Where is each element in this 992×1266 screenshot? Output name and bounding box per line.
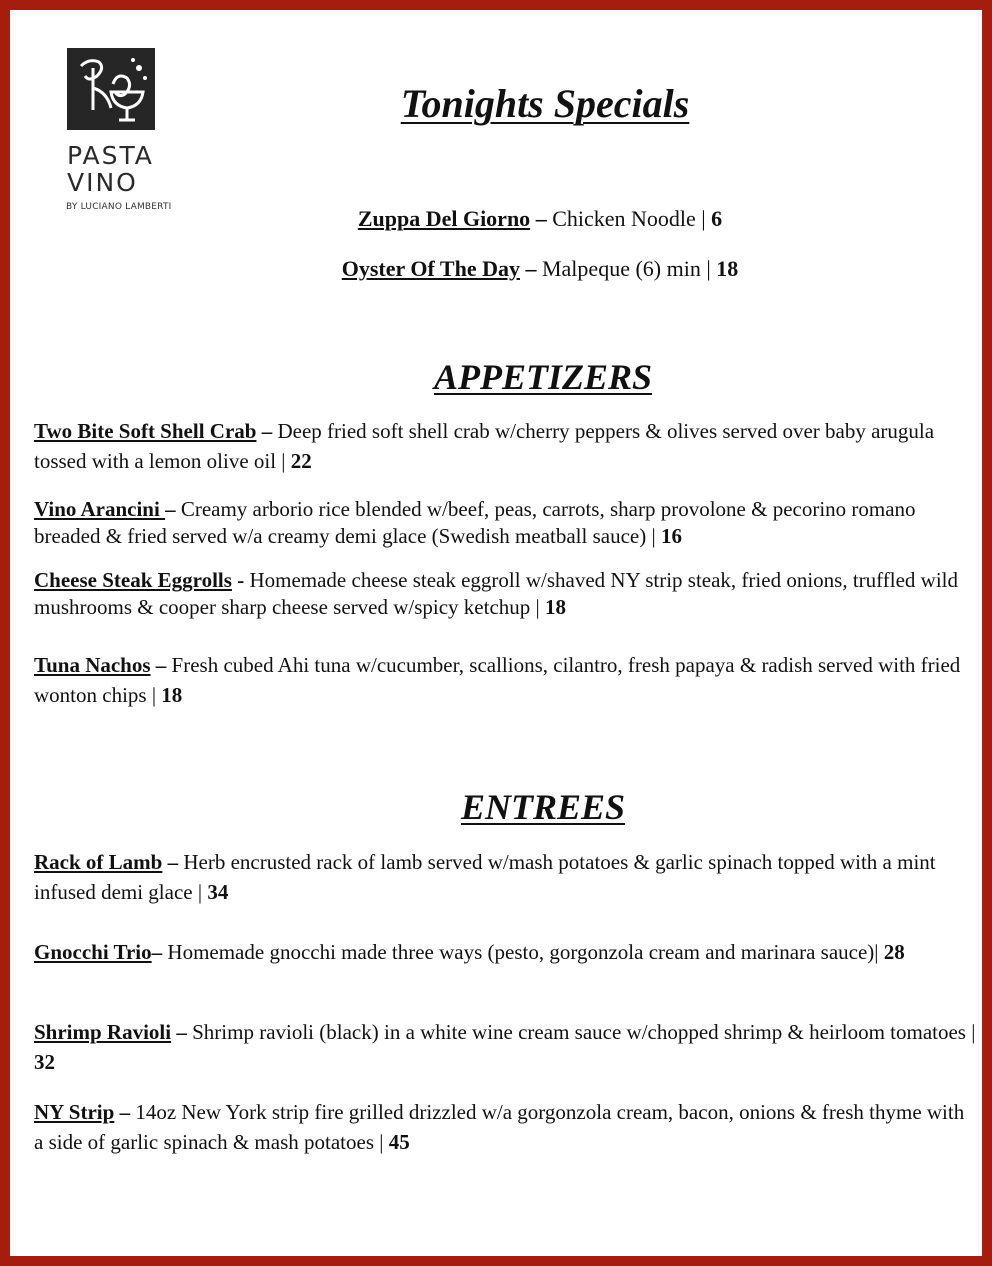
item-price: 45 [388,1130,410,1154]
entrees-heading: ENTREES [460,787,626,827]
special-name: Oyster Of The Day [341,256,520,281]
item-separator: – [167,850,179,874]
special-separator: – [535,206,547,231]
item-name: Tuna Nachos [34,653,151,677]
item-description: Shrimp ravioli (black) in a white wine cream sauce w/chopped shrimp & heirloom tomatoes | [192,1020,976,1044]
item-description: Homemade gnocchi made three ways (pesto, gorgonzola cream and marinara sauce)| [167,940,879,964]
pasta-vino-logo [66,48,184,212]
item-price: 18 [161,683,183,707]
logo-text-vino: VINO [67,168,138,197]
item-name: Gnocchi Trio [34,940,152,964]
item-description: Fresh cubed Ahi tuna w/cucumber, scallions, cilantro, fresh papaya & radish served with fried wonton chips | [34,653,961,707]
logo-text-pasta: PASTA [67,141,154,170]
menu-page [10,10,982,1256]
item-separator: – [165,497,176,521]
appetizer-item-tuna-nachos [34,650,978,710]
item-separator: – [261,419,273,443]
item-separator: – [151,940,163,964]
entree-item-gnocchi-trio [34,937,978,967]
special-description: Malpeque (6) min | [541,256,711,281]
item-price: 32 [34,1050,55,1074]
item-price: 28 [883,940,905,964]
item-separator: – [119,1100,131,1124]
item-name: Cheese Steak Eggrolls [34,568,232,592]
special-separator: – [525,256,537,281]
item-separator: – [176,1020,187,1044]
entree-item-ny-strip [34,1097,978,1157]
item-name: Shrimp Ravioli [34,1020,172,1044]
item-separator: – [155,653,167,677]
appetizer-item-vino-arancini [34,496,978,550]
page-title: Tonights Specials [400,81,690,126]
item-price: 22 [290,449,312,473]
special-price: 18 [716,256,739,281]
special-description: Chicken Noodle | [552,206,706,231]
item-separator: - [237,568,245,592]
item-description: Herb encrusted rack of lamb served w/mash potatoes & garlic spinach topped with a mint infused demi glace | [34,850,936,904]
special-price: 6 [711,206,723,231]
item-name: Vino Arancini [34,497,166,521]
item-description: Creamy arborio rice blended w/beef, peas, carrots, sharp provolone & pecorino romano breaded & fried served w/a creamy demi glace (Swedish meatball sauce) | [34,497,916,548]
entree-item-shrimp-ravioli [34,1017,978,1077]
appetizers-heading: APPETIZERS [433,357,653,397]
entree-item-rack-of-lamb [34,847,978,907]
item-name: Rack of Lamb [34,850,163,874]
item-price: 18 [544,595,566,619]
appetizer-item-soft-shell-crab [34,416,978,476]
appetizer-item-cheese-steak-eggrolls [34,567,978,621]
item-description: 14oz New York strip fire grilled drizzled w/a gorgonzola cream, bacon, onions & fresh thyme with a side of garlic spinach & mash potatoes | [34,1100,965,1154]
special-name: Zuppa Del Giorno [357,206,531,231]
item-name: Two Bite Soft Shell Crab [34,419,257,443]
item-price: 16 [660,524,682,548]
item-name: NY Strip [34,1100,115,1124]
item-description: Homemade cheese steak eggroll w/shaved NY strip steak, fried onions, truffled wild mushrooms & cooper sharp cheese served w/spicy ketchup | [34,568,959,619]
special-oyster [10,256,992,282]
item-price: 34 [207,880,229,904]
item-description: Deep fried soft shell crab w/cherry peppers & olives served over baby arugula tossed with a lemon olive oil | [34,419,935,473]
logo-byline: BY LUCIANO LAMBERTI [66,202,172,212]
special-soup [10,206,992,232]
